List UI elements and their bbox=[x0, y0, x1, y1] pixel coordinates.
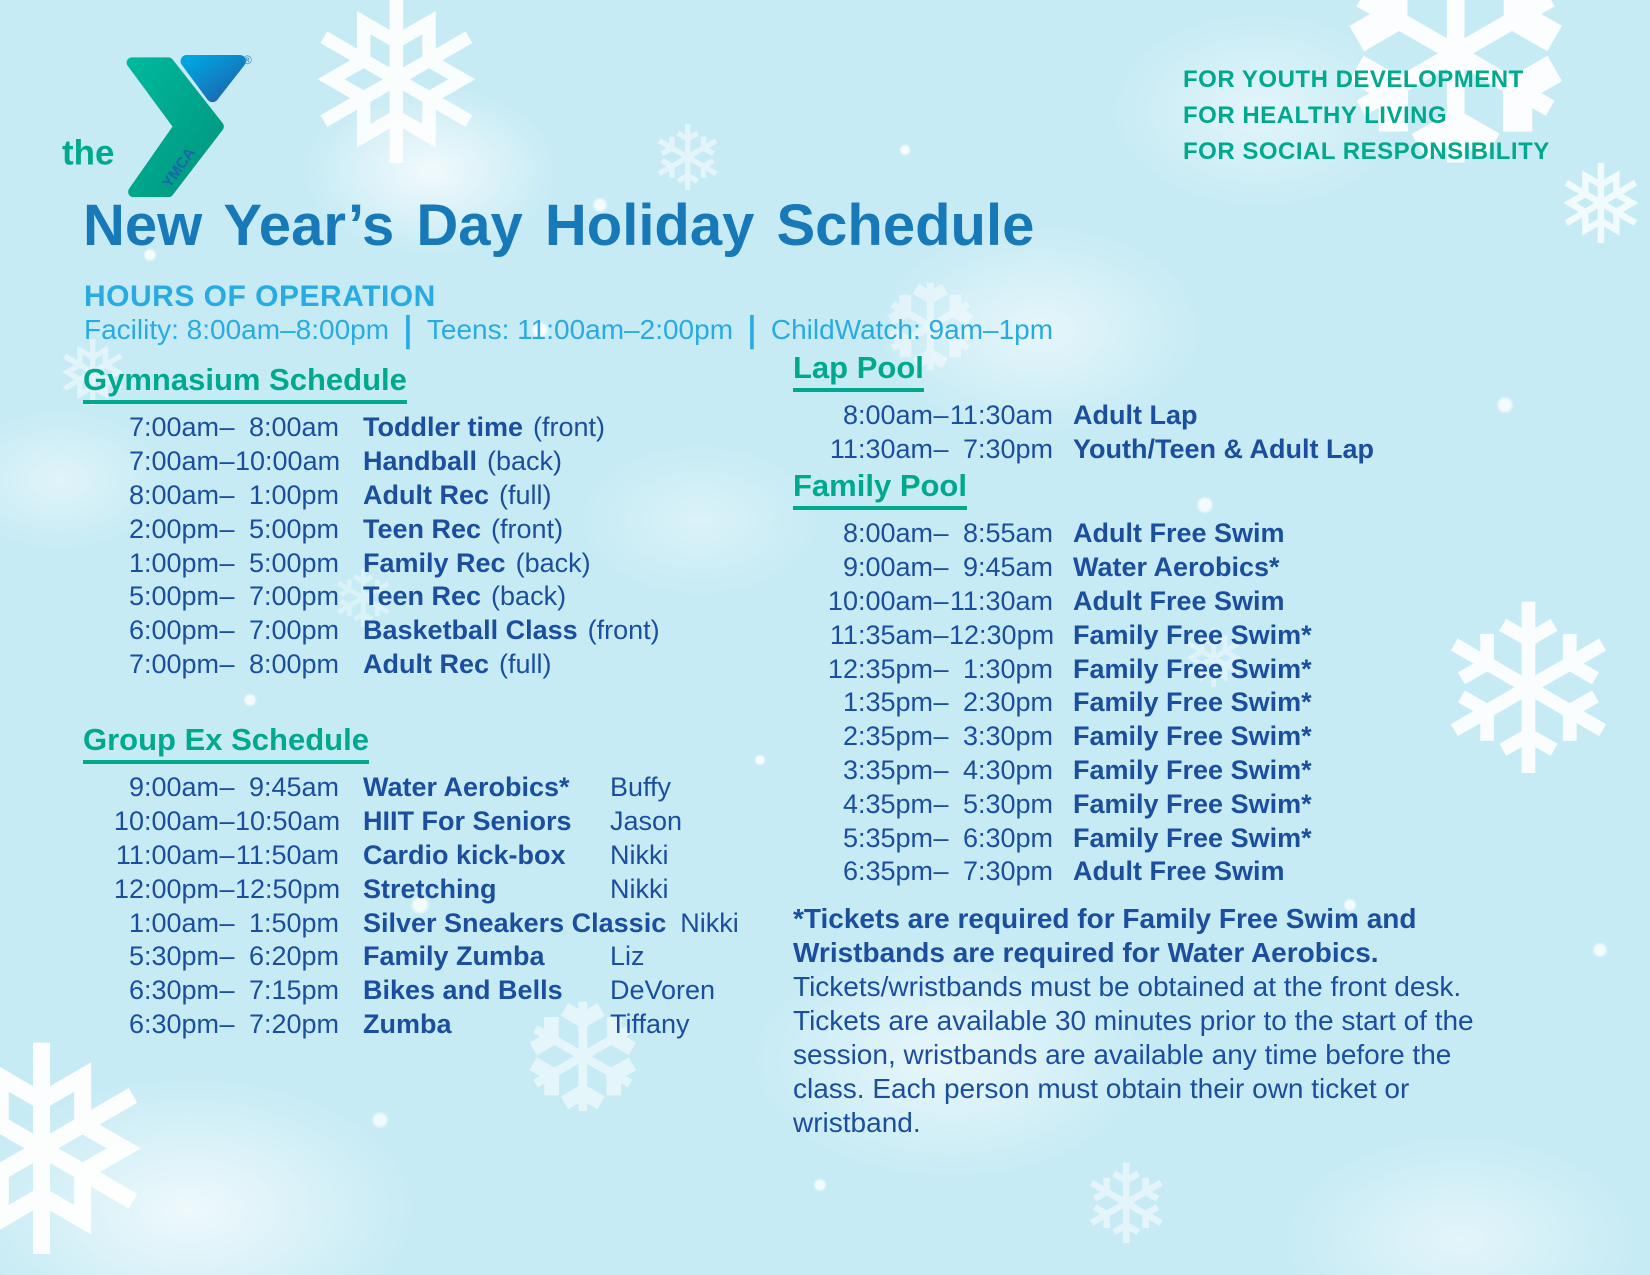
row-end-time: 3:30pm bbox=[962, 721, 1053, 752]
row-start-time: 5:35pm bbox=[842, 822, 933, 853]
schedule-row bbox=[807, 754, 1312, 788]
snowflake-icon bbox=[1555, 150, 1647, 260]
row-start-time: 6:35pm bbox=[842, 856, 933, 887]
tagline-line: FOR HEALTHY LIVING bbox=[1183, 102, 1448, 129]
row-note: (front) bbox=[491, 513, 564, 544]
row-end-time: 8:55am bbox=[962, 518, 1053, 549]
row-instructor: Nikki bbox=[680, 907, 739, 938]
row-instructor: Liz bbox=[610, 941, 645, 972]
lap-rows bbox=[793, 399, 1374, 467]
row-event: Youth/Teen & Adult Lap bbox=[1073, 434, 1374, 465]
schedule-row bbox=[95, 512, 660, 546]
row-time-dash: – bbox=[219, 772, 235, 803]
row-event: Toddler time bbox=[363, 412, 524, 443]
schedule-row bbox=[95, 839, 739, 873]
schedule-row bbox=[807, 652, 1312, 686]
row-time-dash: – bbox=[219, 581, 235, 612]
schedule-row bbox=[807, 855, 1312, 889]
row-end-time: 7:30pm bbox=[962, 434, 1053, 465]
row-start-time: 5:00pm bbox=[128, 581, 219, 612]
row-note: (back) bbox=[515, 547, 591, 578]
row-event: Handball bbox=[363, 446, 478, 477]
row-start-time: 11:35am bbox=[829, 619, 933, 650]
row-start-time: 5:30pm bbox=[128, 941, 219, 972]
row-time-dash: – bbox=[933, 754, 949, 785]
row-event: Family Free Swim* bbox=[1073, 653, 1312, 684]
row-event: HIIT For Seniors bbox=[363, 806, 572, 837]
row-instructor: Buffy bbox=[610, 772, 672, 803]
family-rows bbox=[793, 517, 1312, 889]
schedule-row bbox=[95, 771, 739, 805]
brand-tagline bbox=[1183, 62, 1550, 170]
schedule-row bbox=[95, 580, 660, 614]
row-end-time: 7:30pm bbox=[962, 856, 1053, 887]
row-end-time: 10:50am bbox=[235, 806, 341, 837]
row-event: Teen Rec bbox=[363, 581, 482, 612]
row-time-dash: – bbox=[219, 941, 235, 972]
row-time-dash: – bbox=[219, 907, 235, 938]
logo-ymca-text: YMCA bbox=[159, 144, 199, 192]
row-time-dash: – bbox=[933, 788, 949, 819]
hours-separator: | bbox=[748, 309, 756, 350]
schedule-row bbox=[807, 517, 1312, 551]
row-end-time: 1:00pm bbox=[248, 479, 339, 510]
hours-separator: | bbox=[404, 309, 412, 350]
row-end-time: 7:20pm bbox=[248, 1008, 339, 1039]
gym-schedule-heading: Gymnasium Schedule bbox=[83, 362, 407, 404]
row-time-dash: – bbox=[219, 1008, 235, 1039]
row-end-time: 5:30pm bbox=[962, 788, 1053, 819]
row-event: Cardio kick-box bbox=[363, 839, 566, 870]
schedule-row bbox=[95, 974, 739, 1008]
tagline-line: FOR SOCIAL RESPONSIBILITY bbox=[1183, 138, 1550, 165]
snowflake-icon bbox=[300, 0, 493, 200]
row-event: Family Free Swim* bbox=[1073, 788, 1312, 819]
row-time-dash: – bbox=[933, 400, 949, 431]
row-end-time: 11:30am bbox=[949, 585, 1053, 616]
row-time-dash: – bbox=[219, 839, 235, 870]
group-ex-rows bbox=[83, 771, 739, 1041]
row-end-time: 7:00pm bbox=[248, 581, 339, 612]
row-time-dash: – bbox=[933, 687, 949, 718]
row-time-dash: – bbox=[933, 434, 949, 465]
row-event: Family Free Swim* bbox=[1073, 721, 1312, 752]
row-end-time: 8:00pm bbox=[248, 648, 339, 679]
schedule-row bbox=[95, 872, 739, 906]
section-family-pool bbox=[793, 468, 1312, 889]
row-event: Adult Lap bbox=[1073, 400, 1198, 431]
row-start-time: 9:00am bbox=[842, 552, 933, 583]
snowflake-icon bbox=[0, 1010, 163, 1275]
row-event: Family Free Swim* bbox=[1073, 822, 1312, 853]
row-end-time: 10:00am bbox=[235, 446, 341, 477]
row-end-time: 5:00pm bbox=[248, 513, 339, 544]
row-instructor: Jason bbox=[610, 806, 683, 837]
row-start-time: 3:35pm bbox=[842, 754, 933, 785]
row-note: (back) bbox=[487, 446, 563, 477]
logo-registered-mark: ® bbox=[242, 53, 252, 68]
schedule-row bbox=[807, 720, 1312, 754]
row-end-time: 8:00am bbox=[248, 412, 339, 443]
schedule-row bbox=[807, 585, 1312, 619]
row-instructor: DeVoren bbox=[610, 975, 716, 1006]
footnote-bold: *Tickets are required for Family Free Swim and Wristbands are required for Water Aerobics. bbox=[793, 903, 1417, 968]
row-start-time: 6:00pm bbox=[128, 615, 219, 646]
row-event: Family Zumba bbox=[363, 941, 545, 972]
lap-pool-heading: Lap Pool bbox=[793, 350, 924, 392]
row-time-dash: – bbox=[219, 547, 235, 578]
schedule-row bbox=[807, 433, 1374, 467]
row-event: Family Free Swim* bbox=[1073, 687, 1312, 718]
schedule-row bbox=[95, 805, 739, 839]
row-start-time: 1:00pm bbox=[128, 547, 219, 578]
row-start-time: 6:30pm bbox=[128, 975, 219, 1006]
row-start-time: 1:35pm bbox=[842, 687, 933, 718]
row-end-time: 1:50pm bbox=[248, 907, 339, 938]
row-end-time: 12:30pm bbox=[949, 619, 1055, 650]
schedule-row bbox=[807, 399, 1374, 433]
row-start-time: 11:30am bbox=[829, 434, 933, 465]
schedule-row bbox=[807, 618, 1312, 652]
row-end-time: 11:30am bbox=[949, 400, 1053, 431]
row-start-time: 2:35pm bbox=[842, 721, 933, 752]
row-start-time: 1:00am bbox=[128, 907, 219, 938]
row-event: Zumba bbox=[363, 1008, 452, 1039]
row-event: Stretching bbox=[363, 873, 497, 904]
row-end-time: 6:30pm bbox=[962, 822, 1053, 853]
row-start-time: 7:00am bbox=[128, 412, 219, 443]
row-time-dash: – bbox=[219, 873, 235, 904]
row-event: Adult Free Swim bbox=[1073, 585, 1285, 616]
row-time-dash: – bbox=[933, 518, 949, 549]
row-end-time: 11:50am bbox=[235, 839, 339, 870]
row-start-time: 4:35pm bbox=[842, 788, 933, 819]
row-event: Adult Rec bbox=[363, 648, 490, 679]
row-instructor: Nikki bbox=[610, 839, 669, 870]
row-time-dash: – bbox=[219, 412, 235, 443]
row-start-time: 12:35pm bbox=[827, 653, 933, 684]
row-end-time: 4:30pm bbox=[962, 754, 1053, 785]
row-start-time: 10:00am bbox=[827, 585, 933, 616]
row-instructor: Tiffany bbox=[610, 1008, 690, 1039]
section-lap-pool bbox=[793, 350, 1374, 467]
row-event: Bikes and Bells bbox=[363, 975, 563, 1006]
schedule-row bbox=[807, 787, 1312, 821]
group-ex-heading: Group Ex Schedule bbox=[83, 722, 369, 764]
hours-line bbox=[84, 309, 1054, 350]
row-instructor: Nikki bbox=[610, 873, 669, 904]
family-pool-heading: Family Pool bbox=[793, 468, 967, 510]
schedule-row bbox=[95, 906, 739, 940]
gym-rows bbox=[83, 411, 660, 681]
row-event: Water Aerobics* bbox=[1073, 552, 1280, 583]
snowflake-icon bbox=[1080, 1150, 1172, 1260]
hours-segment: ChildWatch: 9am–1pm bbox=[770, 314, 1054, 345]
row-time-dash: – bbox=[933, 552, 949, 583]
section-group-ex bbox=[83, 722, 739, 1041]
row-event: Family Free Swim* bbox=[1073, 619, 1312, 650]
row-start-time: 8:00am bbox=[842, 518, 933, 549]
row-start-time: 2:00pm bbox=[128, 513, 219, 544]
row-event: Basketball Class bbox=[363, 615, 578, 646]
row-time-dash: – bbox=[933, 653, 949, 684]
schedule-row bbox=[95, 445, 660, 479]
row-time-dash: – bbox=[933, 856, 949, 887]
schedule-row bbox=[95, 940, 739, 974]
schedule-row bbox=[95, 411, 660, 445]
row-time-dash: – bbox=[933, 619, 949, 650]
schedule-row bbox=[95, 614, 660, 648]
row-note: (full) bbox=[499, 479, 552, 510]
snowflake-icon bbox=[1430, 575, 1627, 810]
row-note: (front) bbox=[533, 412, 606, 443]
row-time-dash: – bbox=[933, 822, 949, 853]
row-event: Adult Free Swim bbox=[1073, 856, 1285, 887]
row-event: Teen Rec bbox=[363, 513, 482, 544]
row-start-time: 11:00am bbox=[115, 839, 219, 870]
row-time-dash: – bbox=[219, 479, 235, 510]
tagline-line: FOR YOUTH DEVELOPMENT bbox=[1183, 66, 1524, 93]
row-end-time: 7:15pm bbox=[248, 975, 339, 1006]
row-end-time: 6:20pm bbox=[248, 941, 339, 972]
ymca-logo-svg bbox=[62, 52, 252, 204]
schedule-row bbox=[95, 1008, 739, 1042]
row-end-time: 9:45am bbox=[962, 552, 1053, 583]
row-time-dash: – bbox=[219, 513, 235, 544]
footnote-regular: Tickets/wristbands must be obtained at the front desk. Tickets are available 30 minutes prior to the start of the session, wristbands are available any time before the class. Each person must obtain their own ticket or wristband. bbox=[793, 971, 1474, 1138]
schedule-row bbox=[95, 648, 660, 682]
row-start-time: 12:00pm bbox=[113, 873, 219, 904]
hours-segment: Teens: 11:00am–2:00pm bbox=[426, 314, 734, 345]
schedule-row bbox=[807, 551, 1312, 585]
row-start-time: 10:00am bbox=[113, 806, 219, 837]
row-event: Adult Rec bbox=[363, 479, 490, 510]
schedule-row bbox=[95, 479, 660, 513]
row-time-dash: – bbox=[219, 975, 235, 1006]
row-time-dash: – bbox=[219, 648, 235, 679]
row-event: Silver Sneakers Classic bbox=[363, 907, 667, 938]
row-time-dash: – bbox=[933, 585, 949, 616]
schedule-row bbox=[807, 686, 1312, 720]
schedule-row bbox=[807, 821, 1312, 855]
row-start-time: 8:00am bbox=[842, 400, 933, 431]
row-end-time: 5:00pm bbox=[248, 547, 339, 578]
footnote bbox=[793, 902, 1528, 1140]
row-note: (back) bbox=[491, 581, 567, 612]
row-time-dash: – bbox=[933, 721, 949, 752]
row-end-time: 7:00pm bbox=[248, 615, 339, 646]
row-start-time: 9:00am bbox=[128, 772, 219, 803]
row-event: Family Free Swim* bbox=[1073, 754, 1312, 785]
row-end-time: 12:50pm bbox=[235, 873, 341, 904]
logo-the-text: the bbox=[62, 133, 115, 173]
row-event: Water Aerobics* bbox=[363, 772, 570, 803]
row-event: Family Rec bbox=[363, 547, 506, 578]
row-event: Adult Free Swim bbox=[1073, 518, 1285, 549]
row-start-time: 6:30pm bbox=[128, 1008, 219, 1039]
section-gymnasium bbox=[83, 362, 660, 681]
row-start-time: 7:00am bbox=[128, 446, 219, 477]
row-note: (front) bbox=[587, 615, 660, 646]
page-title: New Year’s Day Holiday Schedule bbox=[83, 193, 1035, 258]
ymca-logo bbox=[62, 52, 252, 209]
hours-segment: Facility: 8:00am–8:00pm bbox=[84, 314, 390, 345]
row-time-dash: – bbox=[219, 806, 235, 837]
row-time-dash: – bbox=[219, 615, 235, 646]
row-start-time: 8:00am bbox=[128, 479, 219, 510]
schedule-row bbox=[95, 546, 660, 580]
row-note: (full) bbox=[499, 648, 552, 679]
row-end-time: 2:30pm bbox=[962, 687, 1053, 718]
row-time-dash: – bbox=[219, 446, 235, 477]
row-end-time: 1:30pm bbox=[962, 653, 1053, 684]
row-end-time: 9:45am bbox=[248, 772, 339, 803]
row-start-time: 7:00pm bbox=[128, 648, 219, 679]
hours-heading: HOURS OF OPERATION bbox=[84, 280, 436, 313]
